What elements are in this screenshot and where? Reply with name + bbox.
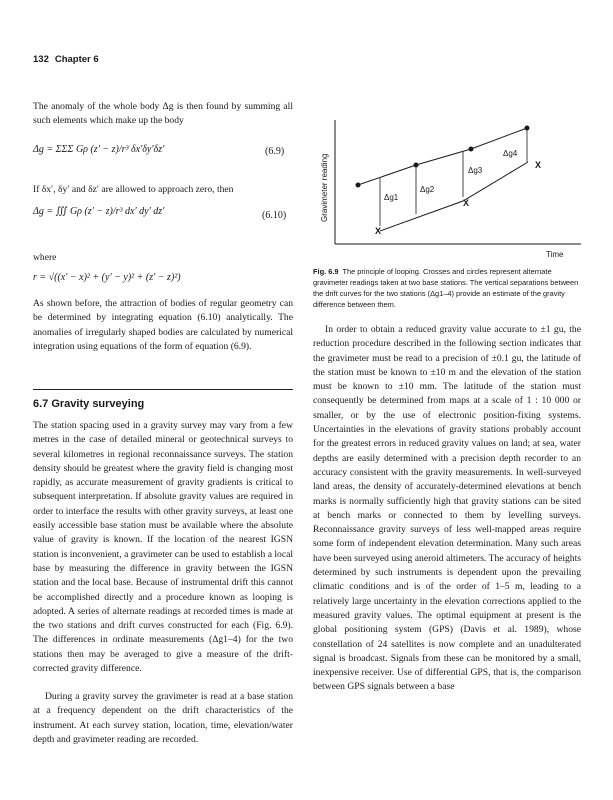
reading-cross: X <box>535 160 542 170</box>
figure-6-9 <box>313 112 585 262</box>
section-divider <box>33 389 293 390</box>
figure-caption <box>313 266 581 310</box>
x-axis-label: Time <box>546 250 564 259</box>
equation-6-9: Δg = ΣΣΣ Gρ (z′ − z)/r³ δx′δy′δz′ <box>33 144 165 155</box>
caption-label: Fig. 6.9 <box>313 267 339 276</box>
running-header <box>33 54 99 65</box>
paragraph-station-spacing: The station spacing used in a gravity survey may vary from a few metres in the case of detailed mineral or geotechnical surveys to several kilometres in regional reconnaissance surveys. The station density should be greatest where the gravity field is changing most rapidly, as accurate measurement of gravity gradients is critical to subsequent interpretation. If absolute gravity values are required in order to interface the results with other gravity surveys, at least one easily accessible base station must be available where the absolute value of gravity is known. If the location of the nearest IGSN station is inconvenient, a gravimeter can be used to establish a local base by measuring the difference in gravity between the IGSN station and the local base. Because of instrumental drift this cannot be accomplished directly and a procedure known as looping is adopted. A series of alternate readings at recorded times is made at the two stations and drift curves constructed for each (Fig. 6.9). The differences in ordinate measurements (Δg1–4) for the two stations then may be averaged to give a measure of the drift-corrected gravity difference. <box>33 420 294 675</box>
delta-g2-label: Δg2 <box>420 185 435 194</box>
equation-6-10: Δg = ∭ Gρ (z′ − z)/r³ dx′ dy′ dz′ <box>33 206 165 217</box>
chapter-label: Chapter 6 <box>54 54 99 65</box>
paragraph-intro: The anomaly of the whole body Δg is then found by summing all such elements which make up the body <box>33 101 293 127</box>
where-label: where <box>33 252 57 263</box>
paragraph-precision: In order to obtain a reduced gravity value accurate to ±1 gu, the reduction procedure described in the following section indicates that the gravimeter must be read to a precision of ±0.1 gu, the latitude of the station must be known to ±10 m and the elevation of the station must be known to ±10 mm. The latitude of the station must consequently be determined from maps at a scale of 1 : 10 000 or smaller, or by the use of electronic position-fixing systems. Uncertainties in the elevations of gravity stations probably account for the greatest errors in reduced gravity values on land; at sea, water depths are easily determined with a precision depth recorder to an accuracy consistent with the gravity measurements. In well-surveyed land areas, the density of accurately-determined elevations at bench marks is normally sufficiently high that gravity stations can be sited at bench marks or connected to them by levelling surveys. Reconnaissance gravity surveys of less well-mapped areas require some form of independent elevation determination. Many such areas have been surveyed using aneroid altimeters. The accuracy of heights determined by such instruments is dependent upon the prevailing climatic conditions and is of the order of 1–5 m, leading to a relatively large uncertainty in the elevation corrections applied to the measured gravity values. The optimal equipment at present is the global positioning system (GPS) (Davis et al. 1989), whose constellation of 24 satellites is now complete and an unadulterated signal is broadcast. Signals from these can be monitored by a small, inexpensive receiver. Use of differential GPS, that is, the comparison between GPS signals between a base <box>313 324 581 693</box>
equation-number-6-9: (6.9) <box>265 146 285 157</box>
paragraph-limit: If δx′, δy′ and δz′ are allowed to approach zero, then <box>33 184 234 195</box>
y-axis-label: Gravimeter reading <box>320 153 329 222</box>
reading-circle <box>469 147 474 152</box>
drift-curve-lower <box>380 162 528 231</box>
reading-circle <box>356 183 361 188</box>
paragraph-survey-reading: During a gravity survey the gravimeter is read at a base station at a frequency dependent on the drift characteristics of the instrument. At each survey station, location, time, elevation/water depth and gravimeter reading are recorded. <box>33 691 293 745</box>
paragraph-integration: As shown before, the attraction of bodies of regular geometry can be determined by integrating equation (6.10) analytically. The anomalies of irregularly shaped bodies are calculated by numerical integration using equations of the form of equation (6.9). <box>33 298 293 352</box>
delta-g3-label: Δg3 <box>468 166 483 175</box>
drift-curve-upper <box>358 128 527 185</box>
delta-g1-label: Δg1 <box>384 193 399 202</box>
reading-cross: X <box>463 198 470 208</box>
delta-g4-label: Δg4 <box>503 149 518 158</box>
caption-text: The principle of looping. Crosses and circles represent alternate gravimeter readings taken at two base stations. The vertical separations between the drift curves for the two stations (Δg1–4) provide an estimate of the gravity difference between them. <box>313 267 579 309</box>
equation-number-6-10: (6.10) <box>262 210 287 221</box>
page-number: 132 <box>33 54 49 65</box>
reading-cross: X <box>375 226 382 236</box>
equation-r: r = √((x′ − x)² + (y′ − y)² + (z′ − z)²) <box>33 272 181 283</box>
section-heading: 6.7 Gravity surveying <box>33 398 145 410</box>
